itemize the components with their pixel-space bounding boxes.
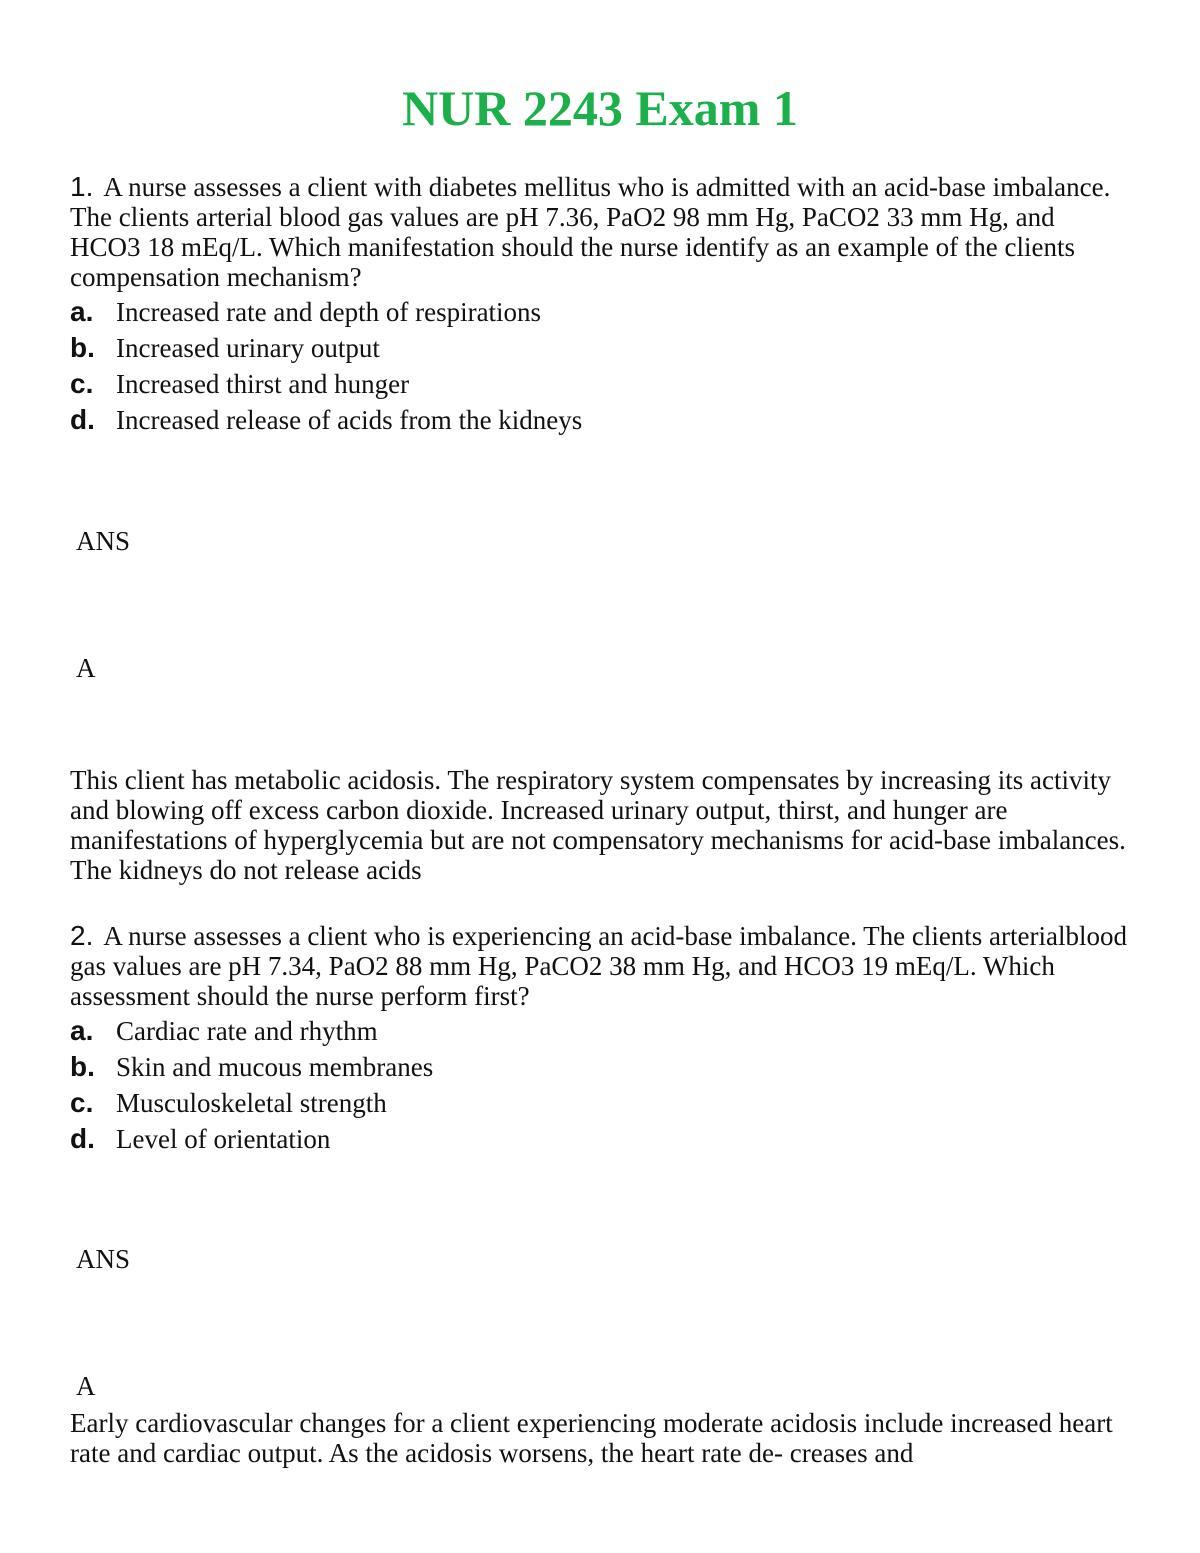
question-2-answer: A xyxy=(76,1371,96,1401)
question-2-options xyxy=(70,1013,1130,1157)
option-letter: a. xyxy=(70,1015,94,1046)
option-text: Cardiac rate and rhythm xyxy=(116,1016,378,1046)
option-letter: d. xyxy=(70,404,95,435)
option-text: Increased urinary output xyxy=(116,333,380,363)
question-1-text: A nurse assesses a client with diabetes mellitus who is admitted with an acid-base imbalance. The clients arterial blood gas values are pH 7.36, PaO2 98 mm Hg, PaCO2 33 mm Hg, and HCO3 18 mEq/L. Which manifestation should the nurse identify as an example of the clients compensation mechanism? xyxy=(70,172,1111,292)
question-2-option-a xyxy=(70,1013,1130,1049)
question-1-ans-label: ANS xyxy=(76,526,131,556)
question-1 xyxy=(70,172,1130,438)
question-1-option-d xyxy=(70,402,1130,438)
document-title: NUR 2243 Exam 1 xyxy=(402,80,798,136)
question-2-option-c xyxy=(70,1085,1130,1121)
question-2-number: 2. xyxy=(70,920,94,951)
question-1-options xyxy=(70,294,1130,438)
question-2-rationale: Early cardiovascular changes for a client experiencing moderate acidosis include increased heart rate and cardiac output. As the acidosis worsens, the heart rate de- creases and xyxy=(70,1408,1113,1468)
option-letter: d. xyxy=(70,1123,95,1154)
option-letter: a. xyxy=(70,296,94,327)
question-2-stem xyxy=(70,921,1130,1011)
option-text: Level of orientation xyxy=(116,1124,331,1154)
question-1-stem xyxy=(70,172,1130,292)
option-text: Increased release of acids from the kidneys xyxy=(116,405,583,435)
option-letter: b. xyxy=(70,332,95,363)
question-2-option-d xyxy=(70,1121,1130,1157)
option-letter: c. xyxy=(70,1087,94,1118)
question-2-text: A nurse assesses a client who is experiencing an acid-base imbalance. The clients arterialblood gas values are pH 7.34, PaO2 88 mm Hg, PaCO2 38 mm Hg, and HCO3 19 mEq/L. Which assessment should the nurse perform first? xyxy=(70,921,1127,1011)
question-2 xyxy=(70,921,1130,1157)
option-text: Increased rate and depth of respirations xyxy=(116,297,542,327)
option-text: Skin and mucous membranes xyxy=(116,1052,434,1082)
question-1-answer: A xyxy=(76,653,96,683)
option-text: Musculoskeletal strength xyxy=(116,1088,387,1118)
question-1-option-b xyxy=(70,330,1130,366)
option-letter: b. xyxy=(70,1051,95,1082)
question-1-option-c xyxy=(70,366,1130,402)
question-1-option-a xyxy=(70,294,1130,330)
option-letter: c. xyxy=(70,368,94,399)
question-1-number: 1. xyxy=(70,171,94,202)
question-2-ans-label: ANS xyxy=(76,1244,131,1274)
question-1-rationale: This client has metabolic acidosis. The respiratory system compensates by increasing its activity and blowing off excess carbon dioxide. Increased urinary output, thirst, and hunger are manifestations of hyperglycemia but are not compensatory mechanisms for acid-base imbalances. The kidneys do not release acids xyxy=(70,765,1126,885)
option-text: Increased thirst and hunger xyxy=(116,369,410,399)
question-2-option-b xyxy=(70,1049,1130,1085)
